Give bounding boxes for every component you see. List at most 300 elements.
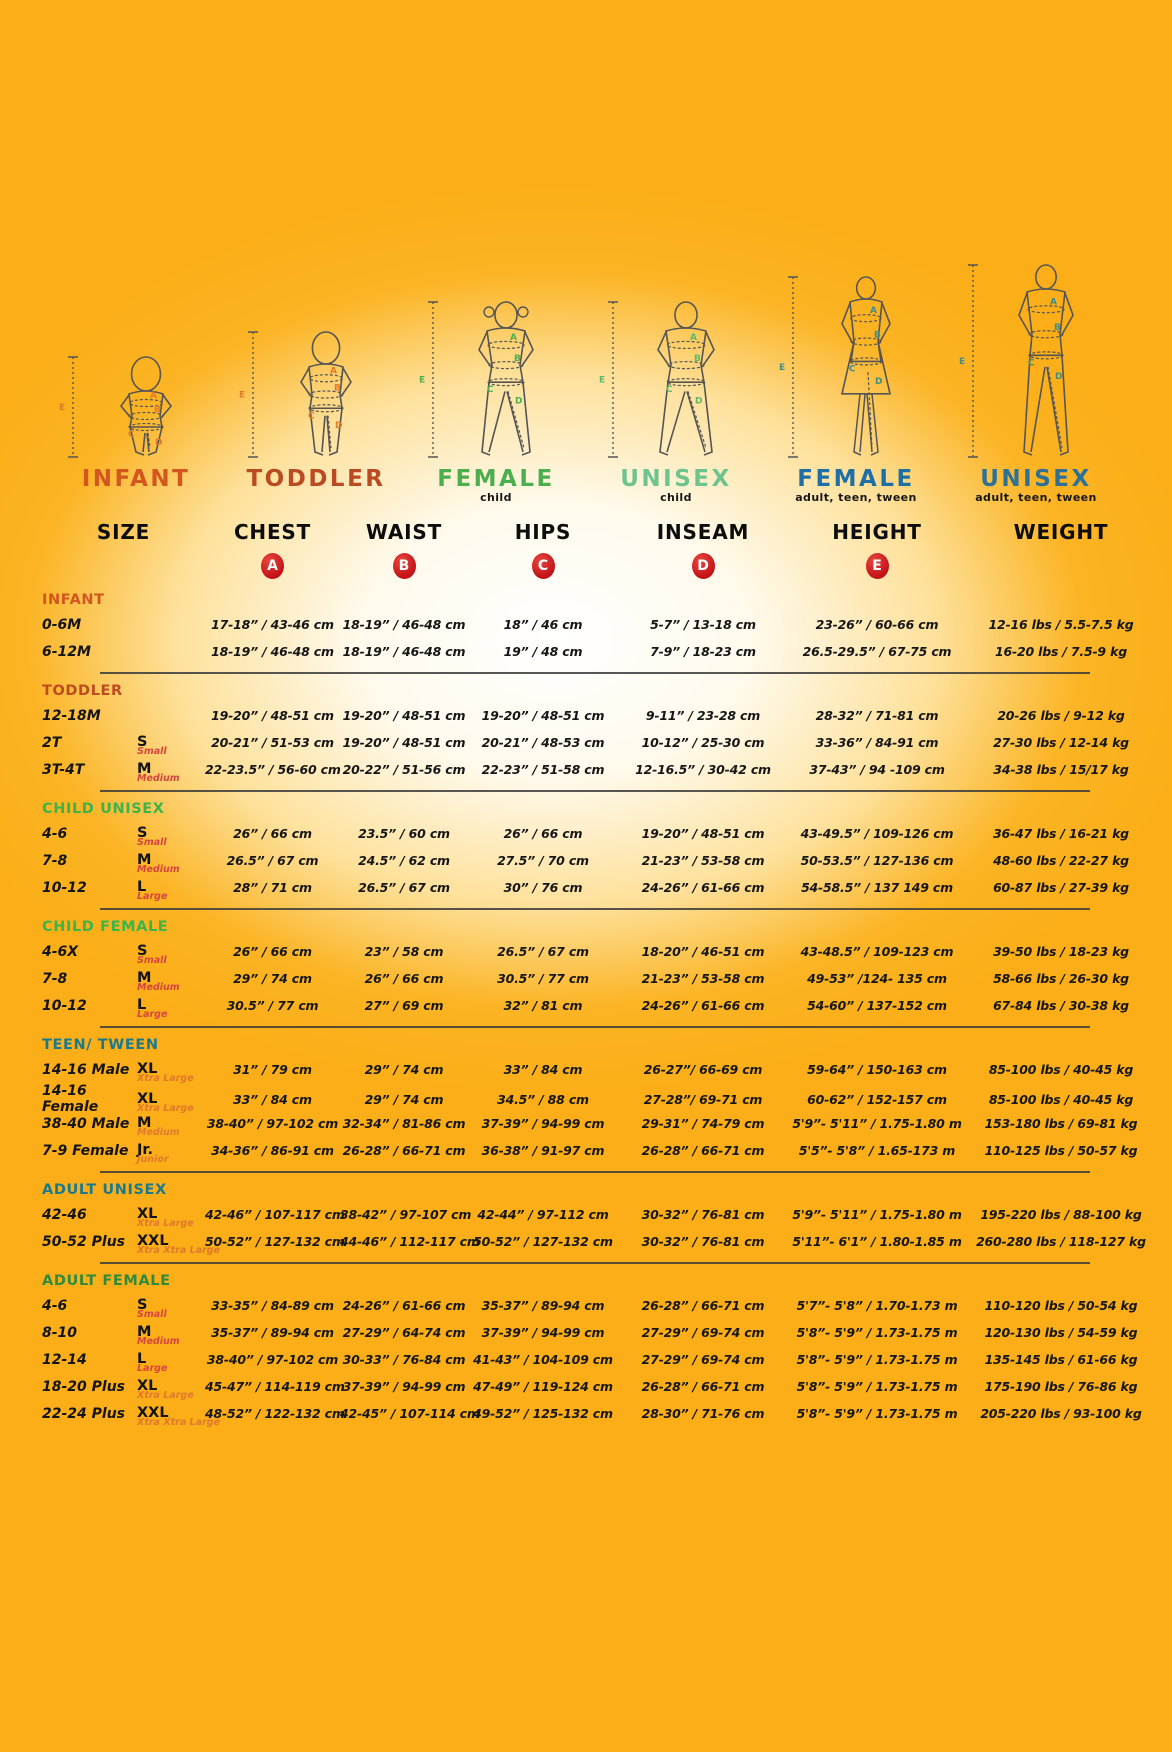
body-outline-illustration xyxy=(231,252,401,467)
table-row xyxy=(0,1056,1172,1083)
svg-text:A: A xyxy=(1050,297,1057,308)
svg-text:B: B xyxy=(1054,323,1061,334)
cell-hips: 20-21” / 48-53 cm xyxy=(481,735,605,751)
figure-label: INFANT xyxy=(81,466,191,492)
size-letter-subtext: Xtra Large xyxy=(137,1218,194,1230)
cell-waist: 30-33” / 76-84 cm xyxy=(342,1352,466,1368)
cell-chest: 33-35” / 84-89 cm xyxy=(211,1298,334,1314)
column-header-height: HEIGHT xyxy=(832,520,922,545)
cell-waist: 18-19” / 46-48 cm xyxy=(342,644,466,660)
svg-text:E: E xyxy=(59,403,66,413)
size-letter-cell xyxy=(137,638,205,665)
section-divider xyxy=(100,672,1090,674)
cell-waist: 26” / 66 cm xyxy=(364,971,444,987)
size-letter-cell xyxy=(137,1137,205,1164)
table-row xyxy=(0,1137,1172,1164)
section-title: TODDLER xyxy=(42,683,123,700)
row-size-label: 2T xyxy=(42,734,62,751)
size-table xyxy=(0,520,1172,1427)
cell-waist: 27-29” / 64-74 cm xyxy=(342,1325,466,1341)
section-divider xyxy=(100,1262,1090,1264)
cell-inseam: 21-23” / 53-58 cm xyxy=(641,971,765,987)
section-child-female xyxy=(0,919,1172,1028)
row-size-label: 12-18M xyxy=(42,707,101,724)
column-header-inseam: INSEAM xyxy=(656,520,750,545)
size-letter: L xyxy=(137,997,147,1014)
cell-inseam: 19-20” / 48-51 cm xyxy=(641,826,765,842)
cell-inseam: 24-26” / 61-66 cm xyxy=(641,998,765,1014)
badge-cell xyxy=(468,553,618,583)
cell-weight: 12-16 lbs / 5.5-7.5 kg xyxy=(988,617,1134,633)
table-row xyxy=(0,1083,1172,1116)
size-letter-subtext: Small xyxy=(137,1309,167,1321)
figure-label: FEMALE xyxy=(797,466,915,492)
cell-height: 60-62” / 152-157 cm xyxy=(807,1091,947,1107)
section-divider xyxy=(100,1026,1090,1028)
cell-weight: 175-190 lbs / 76-86 kg xyxy=(984,1379,1138,1395)
cell-chest: 31” / 79 cm xyxy=(233,1062,312,1078)
cell-chest: 18-19” / 46-48 cm xyxy=(211,644,334,660)
size-letter-cell xyxy=(137,1056,205,1083)
cell-chest: 30.5” / 77 cm xyxy=(226,998,319,1014)
figure-label: FEMALE xyxy=(437,466,555,492)
cell-waist: 44-46” / 112-117 cm xyxy=(340,1234,480,1250)
size-letter-subtext: Small xyxy=(137,746,167,758)
size-letter: XL xyxy=(137,1206,158,1223)
row-size-label: 8-10 xyxy=(42,1324,78,1341)
column-header-waist: WAIST xyxy=(365,520,443,545)
figure-sublabel: child xyxy=(660,491,692,505)
cell-hips: 34.5” / 88 cm xyxy=(497,1091,589,1107)
cell-hips: 32” / 81 cm xyxy=(503,998,583,1014)
svg-text:D: D xyxy=(1055,371,1063,382)
size-letter-subtext: Large xyxy=(137,1363,168,1375)
cell-height: 5'8”- 5'9” / 1.73-1.75 m xyxy=(796,1406,958,1422)
size-letter-cell xyxy=(137,611,205,638)
section-divider xyxy=(100,1171,1090,1173)
cell-inseam: 26-28” / 66-71 cm xyxy=(641,1143,765,1159)
badge-cell xyxy=(340,553,468,583)
cell-inseam: 26-27”/ 66-69 cm xyxy=(643,1062,763,1078)
cell-chest: 50-52” / 127-132 cm xyxy=(205,1234,345,1250)
cell-height: 50-53.5” / 127-136 cm xyxy=(800,853,954,869)
cell-hips: 30” / 76 cm xyxy=(503,880,583,896)
size-chart-page xyxy=(0,252,1172,1752)
cell-height: 37-43” / 94 -109 cm xyxy=(809,762,945,778)
svg-text:A: A xyxy=(510,332,517,343)
cell-weight: 60-87 lbs / 27-39 kg xyxy=(993,880,1129,896)
cell-hips: 19-20” / 48-51 cm xyxy=(481,708,605,724)
cell-chest: 26” / 66 cm xyxy=(233,826,312,842)
cell-hips: 22-23” / 51-58 cm xyxy=(481,762,605,778)
size-letter-subtext: Medium xyxy=(137,1127,180,1139)
row-size-label: 50-52 Plus xyxy=(42,1233,126,1250)
cell-hips: 18” / 46 cm xyxy=(503,617,583,633)
cell-waist: 42-45” / 107-114 cm xyxy=(340,1406,480,1422)
measure-badge-e: E xyxy=(866,553,889,579)
cell-chest: 48-52” / 122-132 cm xyxy=(205,1406,345,1422)
row-size-label: 3T-4T xyxy=(42,761,85,778)
measure-badge-a: A xyxy=(261,553,284,579)
body-outline-illustration xyxy=(411,252,581,467)
figure-infant xyxy=(52,252,220,504)
table-row xyxy=(0,611,1172,638)
table-sections xyxy=(0,592,1172,1427)
size-letter: L xyxy=(137,1351,147,1368)
section-toddler xyxy=(0,683,1172,792)
body-outline-illustration xyxy=(591,252,761,467)
size-letter-cell xyxy=(137,702,205,729)
size-letter-cell xyxy=(137,874,205,901)
svg-text:D: D xyxy=(695,396,703,407)
cell-chest: 35-37” / 89-94 cm xyxy=(211,1325,334,1341)
cell-height: 59-64” / 150-163 cm xyxy=(807,1062,947,1078)
svg-text:C: C xyxy=(849,364,856,375)
badge-cell xyxy=(618,553,788,583)
column-header-weight: WEIGHT xyxy=(1013,520,1109,545)
size-letter-subtext: Medium xyxy=(137,1336,180,1348)
cell-weight: 36-47 lbs / 16-21 kg xyxy=(993,826,1129,842)
svg-text:B: B xyxy=(334,383,341,394)
cell-chest: 38-40” / 97-102 cm xyxy=(206,1116,339,1132)
svg-text:C: C xyxy=(487,385,494,396)
row-size-label: 18-20 Plus xyxy=(42,1378,126,1395)
section-teen-tween xyxy=(0,1037,1172,1173)
cell-weight: 20-26 lbs / 9-12 kg xyxy=(997,708,1125,724)
cell-inseam: 18-20” / 46-51 cm xyxy=(641,944,765,960)
cell-inseam: 27-28”/ 69-71 cm xyxy=(643,1091,763,1107)
cell-weight: 58-66 lbs / 26-30 kg xyxy=(993,971,1129,987)
cell-weight: 110-125 lbs / 50-57 kg xyxy=(984,1143,1138,1159)
row-size-label: 7-9 Female xyxy=(42,1142,129,1159)
section-adult-female xyxy=(0,1273,1172,1427)
size-letter-subtext: Small xyxy=(137,837,167,849)
cell-weight: 120-130 lbs / 54-59 kg xyxy=(984,1325,1138,1341)
cell-hips: 26.5” / 67 cm xyxy=(497,944,589,960)
row-size-label: 4-6 xyxy=(42,1297,68,1314)
size-letter-subtext: Xtra Large xyxy=(137,1073,194,1085)
cell-chest: 28” / 71 cm xyxy=(233,880,312,896)
cell-height: 54-60” / 137-152 cm xyxy=(807,998,947,1014)
table-row xyxy=(0,1228,1172,1255)
section-title: TEEN/ TWEEN xyxy=(42,1037,159,1054)
cell-chest: 42-46” / 107-117 cm xyxy=(205,1207,345,1223)
cell-hips: 47-49” / 119-124 cm xyxy=(473,1379,613,1395)
cell-inseam: 29-31” / 74-79 cm xyxy=(641,1116,765,1132)
cell-waist: 29” / 74 cm xyxy=(364,1091,444,1107)
cell-waist: 18-19” / 46-48 cm xyxy=(342,617,466,633)
size-letter-cell xyxy=(137,820,205,847)
cell-waist: 23.5” / 60 cm xyxy=(358,826,450,842)
size-letter-cell xyxy=(137,965,205,992)
figure-sublabel: adult, teen, tween xyxy=(795,491,917,505)
cell-waist: 27” / 69 cm xyxy=(364,998,444,1014)
cell-waist: 29” / 74 cm xyxy=(364,1062,444,1078)
row-size-label: 7-8 xyxy=(42,852,68,869)
size-letter-cell xyxy=(137,1373,205,1400)
table-row xyxy=(0,1110,1172,1137)
svg-text:A: A xyxy=(330,366,337,377)
size-letter-subtext: Small xyxy=(137,955,167,967)
cell-height: 5'8”- 5'9” / 1.73-1.75 m xyxy=(796,1325,958,1341)
cell-height: 33-36” / 84-91 cm xyxy=(815,735,939,751)
table-row xyxy=(0,1201,1172,1228)
cell-height: 5'8”- 5'9” / 1.73-1.75 m xyxy=(796,1379,958,1395)
cell-inseam: 10-12” / 25-30 cm xyxy=(641,735,765,751)
cell-inseam: 27-29” / 69-74 cm xyxy=(641,1325,765,1341)
svg-text:C: C xyxy=(1028,358,1035,369)
figures-row xyxy=(52,252,1120,504)
cell-inseam: 5-7” / 13-18 cm xyxy=(650,617,756,633)
figure-label: TODDLER xyxy=(246,466,386,492)
size-letter-cell xyxy=(137,1400,220,1429)
measure-badge-c: C xyxy=(532,553,555,579)
figure-toddler xyxy=(232,252,400,504)
cell-height: 5'5”- 5'8” / 1.65-173 m xyxy=(798,1143,956,1159)
cell-chest: 38-40” / 97-102 cm xyxy=(206,1352,339,1368)
svg-text:B: B xyxy=(694,354,701,365)
body-outline-illustration xyxy=(951,252,1121,467)
cell-inseam: 30-32” / 76-81 cm xyxy=(641,1207,765,1223)
size-letter-cell xyxy=(137,729,205,756)
cell-height: 5'9”- 5'11” / 1.75-1.80 m xyxy=(792,1207,962,1223)
size-letter: XL xyxy=(137,1090,158,1107)
size-letter-subtext: Medium xyxy=(137,773,180,785)
size-letter-subtext: Xtra Xtra Large xyxy=(137,1245,220,1257)
figure-sublabel: child xyxy=(480,491,512,505)
row-size-label: 14-16 Female xyxy=(42,1083,99,1116)
figure-unisex-child xyxy=(592,252,760,504)
section-title: ADULT UNISEX xyxy=(42,1182,167,1199)
svg-text:E: E xyxy=(779,363,786,373)
cell-weight: 85-100 lbs / 40-45 kg xyxy=(988,1062,1134,1078)
cell-inseam: 12-16.5” / 30-42 cm xyxy=(635,762,771,778)
cell-height: 49-53” /124- 135 cm xyxy=(807,971,947,987)
figure-female-child xyxy=(412,252,580,504)
table-row xyxy=(0,1346,1172,1373)
cell-chest: 34-36” / 86-91 cm xyxy=(211,1143,334,1159)
figure-female-adult xyxy=(772,252,940,504)
cell-hips: 35-37” / 89-94 cm xyxy=(481,1298,605,1314)
cell-chest: 17-18” / 43-46 cm xyxy=(211,617,334,633)
size-letter-subtext: Xtra Large xyxy=(137,1390,194,1402)
size-letter-cell xyxy=(137,1346,205,1373)
body-outline-illustration xyxy=(771,252,941,467)
cell-chest: 26” / 66 cm xyxy=(233,944,312,960)
table-row xyxy=(0,1373,1172,1400)
cell-hips: 42-44” / 97-112 cm xyxy=(477,1207,609,1223)
cell-waist: 26.5” / 67 cm xyxy=(358,880,450,896)
cell-height: 5'11”- 6'1” / 1.80-1.85 m xyxy=(792,1234,962,1250)
svg-text:B: B xyxy=(514,354,521,365)
figure-sublabel: adult, teen, tween xyxy=(975,491,1097,505)
size-letter-subtext: Medium xyxy=(137,864,180,876)
size-letter: XL xyxy=(137,1061,158,1078)
cell-weight: 85-100 lbs / 40-45 kg xyxy=(988,1091,1134,1107)
table-row xyxy=(0,820,1172,847)
cell-height: 26.5-29.5” / 67-75 cm xyxy=(802,644,952,660)
cell-inseam: 9-11” / 23-28 cm xyxy=(645,708,761,724)
cell-inseam: 26-28” / 66-71 cm xyxy=(641,1379,765,1395)
figure-label: UNISEX xyxy=(980,466,1092,492)
cell-inseam: 26-28” / 66-71 cm xyxy=(641,1298,765,1314)
section-title: ADULT FEMALE xyxy=(42,1273,171,1290)
size-letter-subtext: Xtra Xtra Large xyxy=(137,1417,220,1429)
cell-waist: 19-20” / 48-51 cm xyxy=(342,708,466,724)
cell-height: 23-26” / 60-66 cm xyxy=(815,617,939,633)
size-letter-subtext: Large xyxy=(137,1009,168,1021)
cell-waist: 24-26” / 61-66 cm xyxy=(342,1298,466,1314)
table-row xyxy=(0,1292,1172,1319)
svg-text:E: E xyxy=(959,357,966,367)
cell-weight: 110-120 lbs / 50-54 kg xyxy=(984,1298,1138,1314)
cell-chest: 33” / 84 cm xyxy=(233,1091,312,1107)
cell-height: 28-32” / 71-81 cm xyxy=(815,708,939,724)
cell-chest: 22-23.5” / 56-60 cm xyxy=(205,762,341,778)
table-row xyxy=(0,1400,1172,1427)
row-size-label: 10-12 xyxy=(42,879,87,896)
cell-weight: 205-220 lbs / 93-100 kg xyxy=(980,1406,1142,1422)
size-letter: M xyxy=(137,970,152,987)
size-letter-subtext: Xtra Large xyxy=(137,1102,194,1114)
svg-text:B: B xyxy=(154,405,161,415)
cell-hips: 30.5” / 77 cm xyxy=(497,971,589,987)
section-divider xyxy=(100,790,1090,792)
size-letter-cell xyxy=(137,1319,205,1346)
cell-weight: 34-38 lbs / 15/17 kg xyxy=(993,762,1129,778)
svg-text:C: C xyxy=(666,385,673,396)
row-size-label: 6-12M xyxy=(42,643,91,660)
size-letter: XL xyxy=(137,1378,158,1395)
badge-spacer xyxy=(42,553,205,583)
size-letter-cell xyxy=(137,1110,205,1137)
cell-height: 5'9”- 5'11” / 1.75-1.80 m xyxy=(792,1116,962,1132)
measure-badge-b: B xyxy=(393,553,416,579)
table-row xyxy=(0,992,1172,1019)
cell-height: 54-58.5” / 137 149 cm xyxy=(801,880,953,896)
cell-hips: 37-39” / 94-99 cm xyxy=(481,1325,605,1341)
svg-text:A: A xyxy=(870,306,877,317)
cell-hips: 36-38” / 91-97 cm xyxy=(481,1143,605,1159)
cell-chest: 45-47” / 114-119 cm xyxy=(205,1379,345,1395)
table-row xyxy=(0,938,1172,965)
cell-height: 5'7”- 5'8” / 1.70-1.73 m xyxy=(796,1298,958,1314)
size-letter-cell xyxy=(137,756,205,783)
svg-text:A: A xyxy=(150,391,157,401)
table-row xyxy=(0,729,1172,756)
cell-chest: 20-21” / 51-53 cm xyxy=(211,735,334,751)
cell-weight: 27-30 lbs / 12-14 kg xyxy=(993,735,1129,751)
cell-waist: 26-28” / 66-71 cm xyxy=(342,1143,466,1159)
section-child-unisex xyxy=(0,801,1172,910)
svg-text:D: D xyxy=(515,396,523,407)
cell-weight: 39-50 lbs / 18-23 kg xyxy=(993,944,1129,960)
size-letter: L xyxy=(137,879,147,896)
svg-text:E: E xyxy=(419,375,426,386)
svg-text:B: B xyxy=(874,330,881,341)
cell-chest: 19-20” / 48-51 cm xyxy=(211,708,334,724)
body-outline-illustration xyxy=(51,252,221,467)
cell-weight: 195-220 lbs / 88-100 kg xyxy=(980,1207,1142,1223)
svg-text:A: A xyxy=(690,332,697,343)
badge-cell xyxy=(205,553,340,583)
table-row xyxy=(0,847,1172,874)
figure-unisex-adult xyxy=(952,252,1120,504)
size-letter: S xyxy=(137,734,148,751)
figure-label: UNISEX xyxy=(620,466,732,492)
size-letter-cell xyxy=(137,847,205,874)
svg-text:E: E xyxy=(599,375,606,386)
size-letter-cell xyxy=(137,938,205,965)
measure-badges-row xyxy=(0,553,1172,583)
section-title: CHILD UNISEX xyxy=(42,801,165,818)
cell-height: 43-48.5” / 109-123 cm xyxy=(800,944,954,960)
cell-weight: 260-280 lbs / 118-127 kg xyxy=(976,1234,1146,1250)
cell-inseam: 24-26” / 61-66 cm xyxy=(641,880,765,896)
cell-waist: 23” / 58 cm xyxy=(364,944,444,960)
cell-height: 5'8”- 5'9” / 1.73-1.75 m xyxy=(796,1352,958,1368)
size-letter-cell xyxy=(137,1292,205,1319)
cell-inseam: 28-30” / 71-76 cm xyxy=(641,1406,765,1422)
cell-weight: 48-60 lbs / 22-27 kg xyxy=(993,853,1129,869)
table-row xyxy=(0,702,1172,729)
cell-chest: 26.5” / 67 cm xyxy=(226,853,319,869)
cell-weight: 135-145 lbs / 61-66 kg xyxy=(984,1352,1138,1368)
cell-hips: 26” / 66 cm xyxy=(503,826,583,842)
cell-hips: 27.5” / 70 cm xyxy=(497,853,589,869)
column-header-chest: CHEST xyxy=(233,520,312,545)
cell-hips: 41-43” / 104-109 cm xyxy=(473,1352,613,1368)
cell-waist: 19-20” / 48-51 cm xyxy=(342,735,466,751)
cell-inseam: 21-23” / 53-58 cm xyxy=(641,853,765,869)
size-letter: M xyxy=(137,1115,152,1132)
cell-weight: 16-20 lbs / 7.5-9 kg xyxy=(995,644,1127,660)
size-letter: S xyxy=(137,1297,148,1314)
size-letter-subtext: Medium xyxy=(137,982,180,994)
measure-badge-d: D xyxy=(692,553,715,579)
cell-chest: 29” / 74 cm xyxy=(233,971,312,987)
cell-hips: 37-39” / 94-99 cm xyxy=(481,1116,605,1132)
size-letter: S xyxy=(137,943,148,960)
size-letter: S xyxy=(137,825,148,842)
cell-waist: 20-22” / 51-56 cm xyxy=(342,762,466,778)
column-header-hips: HIPS xyxy=(514,520,572,545)
row-size-label: 38-40 Male xyxy=(42,1115,130,1132)
size-letter: XXL xyxy=(137,1233,169,1250)
section-title: INFANT xyxy=(42,592,105,609)
table-row xyxy=(0,756,1172,783)
size-letter-cell xyxy=(137,1086,205,1113)
size-letter-cell xyxy=(137,992,205,1019)
column-header-size: SIZE xyxy=(96,520,151,545)
svg-text:D: D xyxy=(155,438,163,448)
row-size-label: 10-12 xyxy=(42,997,87,1014)
size-letter: Jr. xyxy=(137,1142,153,1159)
size-letter: XXL xyxy=(137,1405,169,1422)
size-letter-subtext: Large xyxy=(137,891,168,903)
cell-weight: 153-180 lbs / 69-81 kg xyxy=(984,1116,1138,1132)
cell-weight: 67-84 lbs / 30-38 kg xyxy=(993,998,1129,1014)
size-letter-cell xyxy=(137,1201,205,1228)
table-header-row xyxy=(0,520,1172,544)
size-letter: M xyxy=(137,852,152,869)
table-row xyxy=(0,965,1172,992)
cell-waist: 38-42” / 97-107 cm xyxy=(340,1207,472,1223)
row-size-label: 0-6M xyxy=(42,616,82,633)
cell-hips: 50-52” / 127-132 cm xyxy=(473,1234,613,1250)
section-infant xyxy=(0,592,1172,674)
cell-hips: 33” / 84 cm xyxy=(503,1062,583,1078)
